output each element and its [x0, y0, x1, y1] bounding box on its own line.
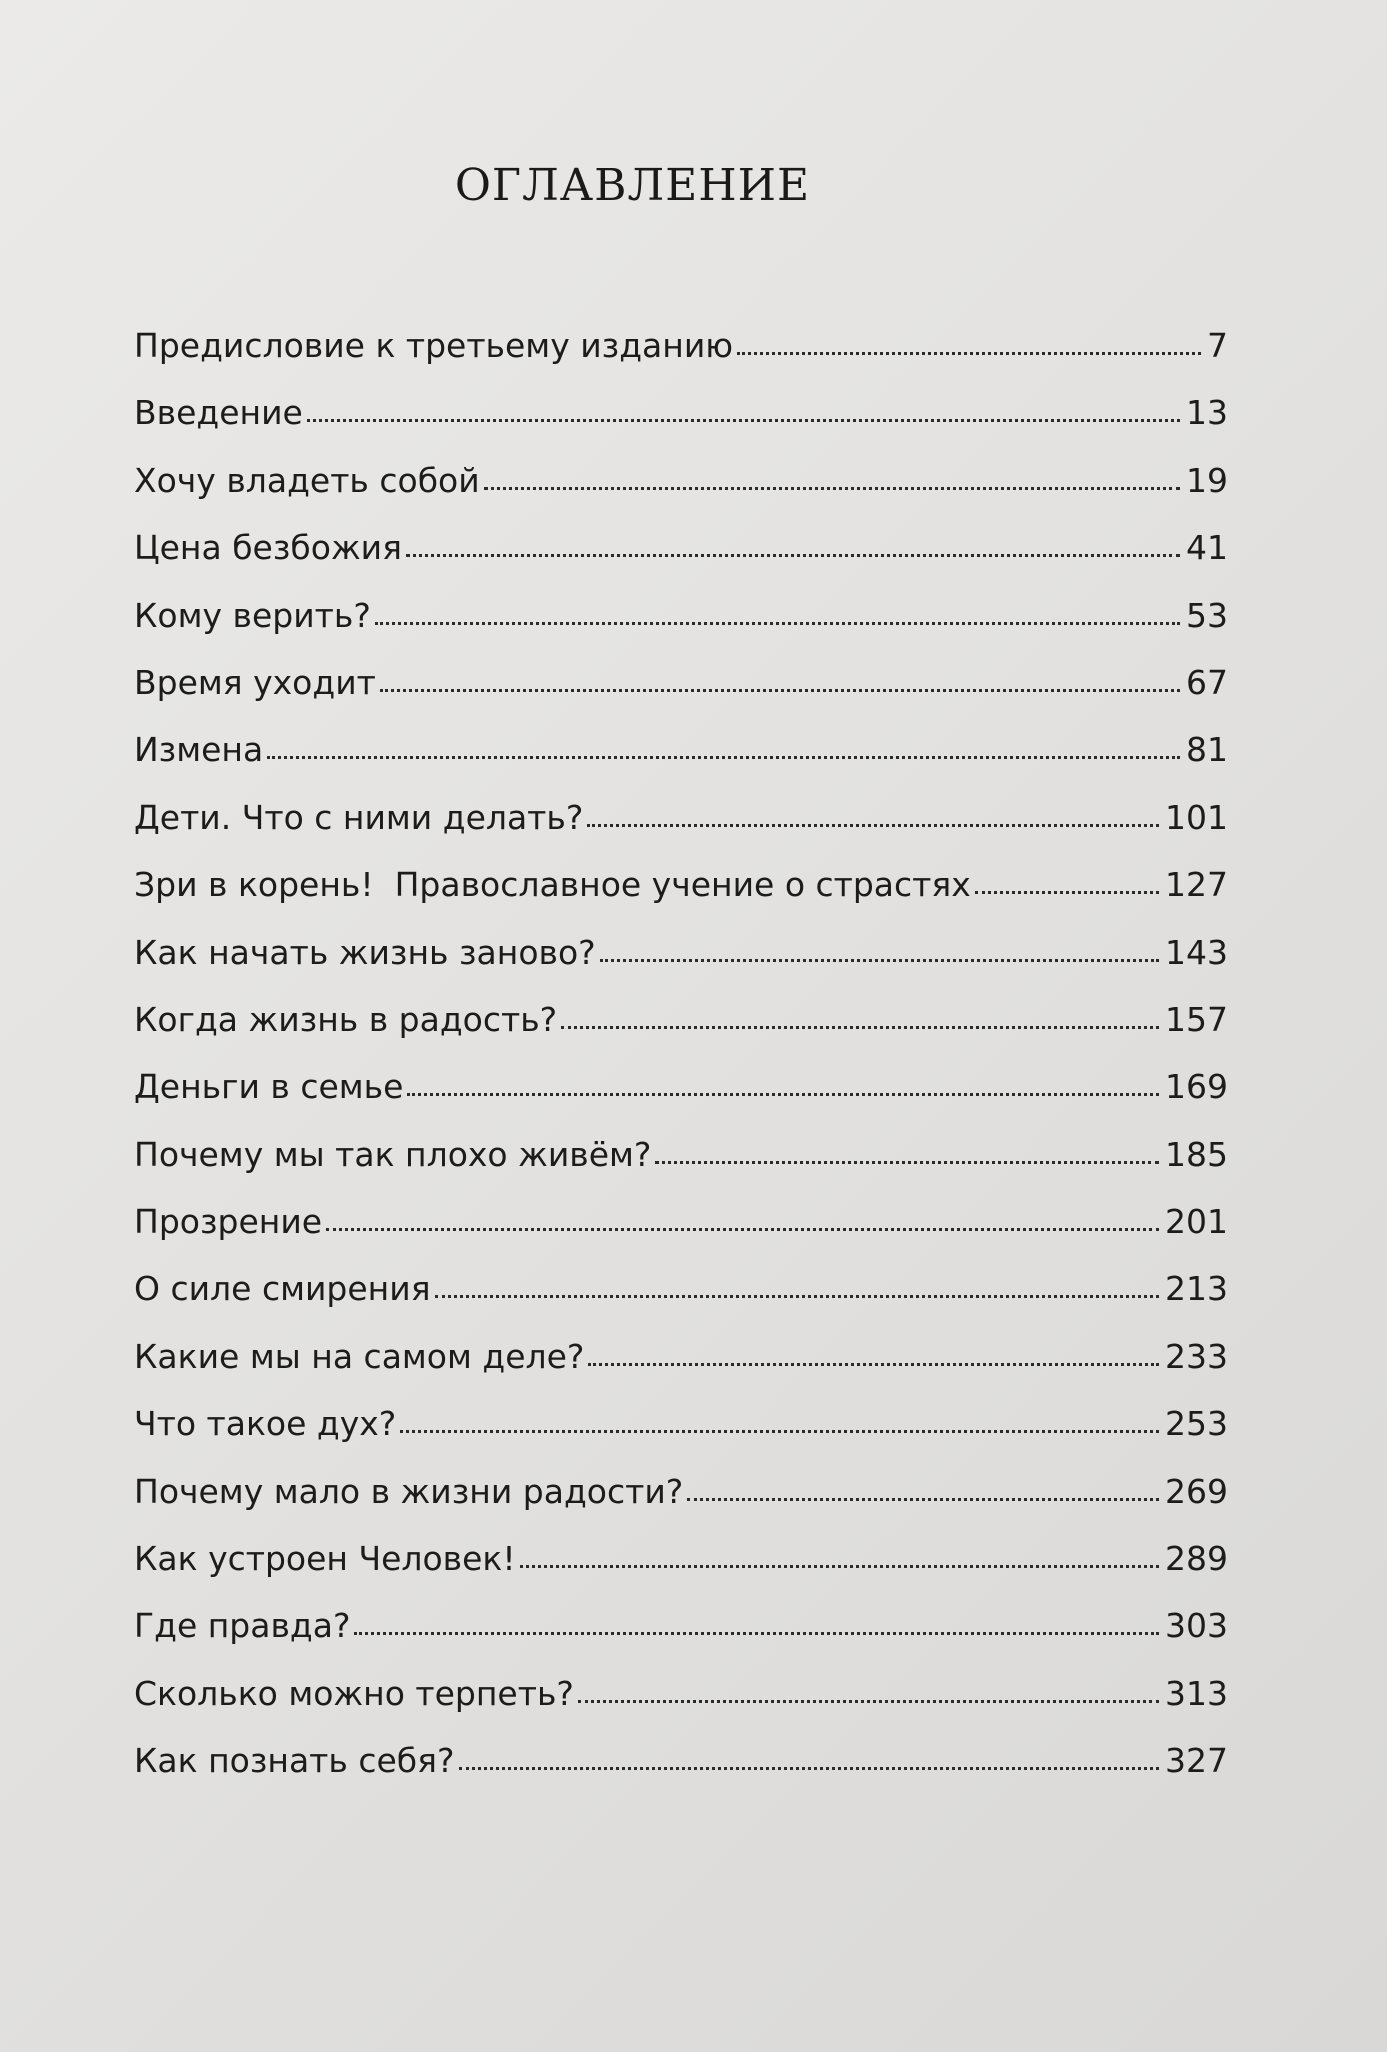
toc-page-number: 201: [1165, 1202, 1228, 1242]
dot-leader: [435, 1294, 1159, 1298]
dot-leader: [406, 553, 1180, 557]
toc-entry: [134, 716, 1228, 783]
toc-entry-title: Как познать себя?: [134, 1741, 455, 1781]
dot-leader: [400, 1429, 1159, 1433]
toc-entry: [134, 851, 1228, 918]
toc-page-number: 41: [1186, 528, 1228, 568]
toc-entry: [134, 1660, 1228, 1727]
toc-entry: [134, 379, 1228, 446]
toc-entry-title: Зри в корень! Православное учение о страстях: [134, 865, 971, 905]
toc-entry: [134, 1188, 1228, 1255]
dot-leader: [561, 1025, 1159, 1029]
dot-leader: [267, 755, 1180, 759]
toc-entry-title: Деньги в семье: [134, 1067, 404, 1107]
toc-entry: [134, 649, 1228, 716]
page-title: ОГЛАВЛЕНИЕ: [454, 160, 811, 211]
toc-entry-title: Введение: [134, 393, 303, 433]
dot-leader: [459, 1766, 1159, 1770]
toc-page-number: 143: [1165, 932, 1228, 972]
toc-entry-title: Кому верить?: [134, 595, 371, 635]
dot-leader: [587, 823, 1159, 827]
toc-entry: [134, 582, 1228, 649]
toc-entry: [134, 447, 1228, 514]
toc-entry: [134, 1323, 1228, 1390]
toc-page-number: 101: [1165, 797, 1228, 837]
toc-page-number: 313: [1165, 1673, 1228, 1713]
toc-entry-title: Почему мало в жизни радости?: [134, 1471, 684, 1511]
dot-leader: [737, 351, 1201, 355]
toc-page-number: 327: [1165, 1741, 1228, 1781]
toc-entry: [134, 1255, 1228, 1322]
toc-entry: [134, 1121, 1228, 1188]
toc-entry-title: Хочу владеть собой: [134, 460, 480, 500]
dot-leader: [407, 1092, 1159, 1096]
toc-page-number: 67: [1186, 662, 1228, 702]
toc-entry: [134, 1053, 1228, 1120]
toc-page-number: 269: [1165, 1471, 1228, 1511]
toc-page-number: 81: [1186, 730, 1228, 770]
toc-entry-title: Время уходит: [134, 662, 376, 702]
dot-leader: [380, 688, 1180, 692]
dot-leader: [975, 890, 1159, 894]
toc-entry-title: О силе смирения: [134, 1269, 431, 1309]
toc-page-number: 53: [1186, 595, 1228, 635]
toc-page-number: 213: [1165, 1269, 1228, 1309]
dot-leader: [655, 1160, 1159, 1164]
toc-entry-title: Что такое дух?: [134, 1404, 397, 1444]
toc-entry-title: Как устроен Человек!: [134, 1539, 516, 1579]
toc-page-number: 303: [1165, 1606, 1228, 1646]
toc-entry: [134, 1727, 1228, 1794]
dot-leader: [687, 1497, 1159, 1501]
toc-page-number: 233: [1165, 1336, 1228, 1376]
toc-entry: [134, 312, 1228, 379]
toc-entry-title: Дети. Что с ними делать?: [134, 797, 584, 837]
toc-page-number: 253: [1165, 1404, 1228, 1444]
table-of-contents: [134, 312, 1228, 1795]
toc-entry: [134, 1390, 1228, 1457]
toc-entry-title: Цена безбожия: [134, 528, 402, 568]
toc-entry-title: Какие мы на самом деле?: [134, 1336, 585, 1376]
toc-page-number: 127: [1165, 865, 1228, 905]
toc-entry-title: Где правда?: [134, 1606, 351, 1646]
toc-page-number: 289: [1165, 1539, 1228, 1579]
toc-entry: [134, 1525, 1228, 1592]
toc-entry-title: Когда жизнь в радость?: [134, 999, 558, 1039]
toc-entry: [134, 1592, 1228, 1659]
toc-page-number: 19: [1186, 460, 1228, 500]
toc-entry: [134, 784, 1228, 851]
dot-leader: [600, 958, 1159, 962]
toc-entry: [134, 1458, 1228, 1525]
toc-page-number: 157: [1165, 999, 1228, 1039]
dot-leader: [520, 1564, 1159, 1568]
dot-leader: [326, 1227, 1159, 1231]
toc-entry-title: Предисловие к третьему изданию: [134, 326, 734, 365]
dot-leader: [578, 1699, 1159, 1703]
toc-entry-title: Сколько можно терпеть?: [134, 1673, 574, 1713]
dot-leader: [375, 621, 1180, 625]
toc-entry-title: Измена: [134, 730, 264, 770]
dot-leader: [484, 486, 1180, 490]
toc-entry: [134, 919, 1228, 986]
toc-entry-title: Почему мы так плохо живём?: [134, 1134, 652, 1174]
toc-page-number: 185: [1165, 1134, 1228, 1174]
toc-entry-title: Как начать жизнь заново?: [134, 932, 596, 972]
dot-leader: [588, 1362, 1159, 1366]
toc-entry-title: Прозрение: [134, 1202, 323, 1242]
toc-page-number: 13: [1186, 393, 1228, 433]
toc-page-number: 7: [1207, 326, 1228, 365]
dot-leader: [307, 418, 1180, 422]
toc-entry: [134, 514, 1228, 581]
toc-page-number: 169: [1165, 1067, 1228, 1107]
toc-entry: [134, 986, 1228, 1053]
dot-leader: [354, 1631, 1159, 1635]
